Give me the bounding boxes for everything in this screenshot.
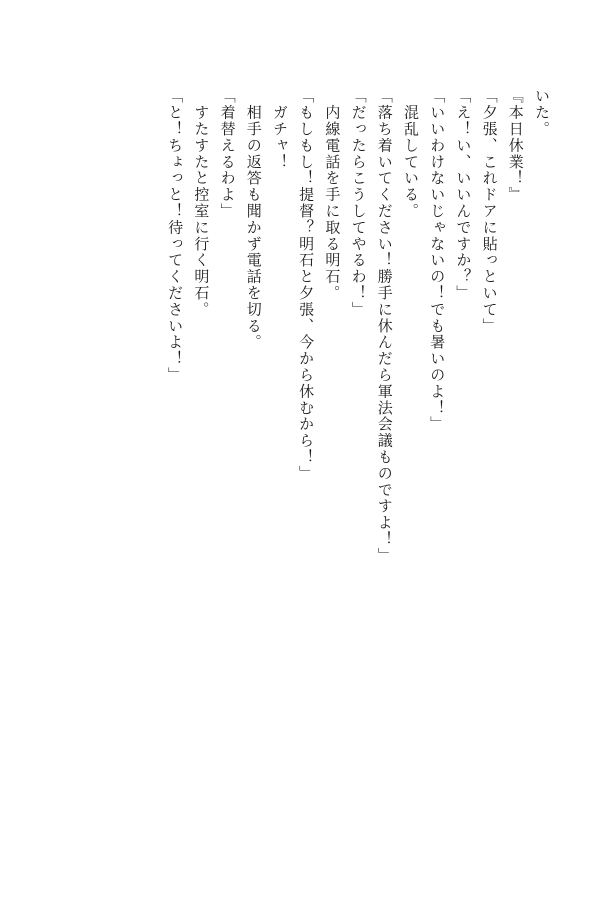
text-line: いた。	[533, 88, 551, 138]
vertical-text-body	[162, 88, 555, 868]
text-line: 「着替えるわよ」	[218, 88, 237, 220]
text-line: 「夕張、これドアに貼っといて」	[480, 88, 499, 334]
text-line: ガチャ！	[270, 88, 289, 170]
text-line: 「落ち着いてください！勝手に休んだら軍法会議ものですよ！」	[375, 88, 394, 564]
text-line: 内線電話を手に取る明石。	[323, 88, 342, 302]
text-line: 『本日休業！』	[506, 88, 525, 203]
text-line: 「いいわけないじゃないの！でも暑いのよ！」	[428, 88, 447, 433]
text-line: 「もしもし！提督？明石と夕張、今から休むから！」	[297, 88, 316, 482]
text-line: 「と！ちょっと！待ってくださいよ！」	[166, 88, 185, 384]
text-line: 相手の返答も聞かず電話を切る。	[244, 88, 263, 351]
text-line: すたすたと控室に行く明石。	[192, 88, 211, 318]
text-line: 混乱している。	[401, 88, 420, 220]
text-line: 「え！い、いいんですか？」	[454, 88, 473, 302]
text-line: 「だったらこうしてやるわ！」	[349, 88, 368, 318]
